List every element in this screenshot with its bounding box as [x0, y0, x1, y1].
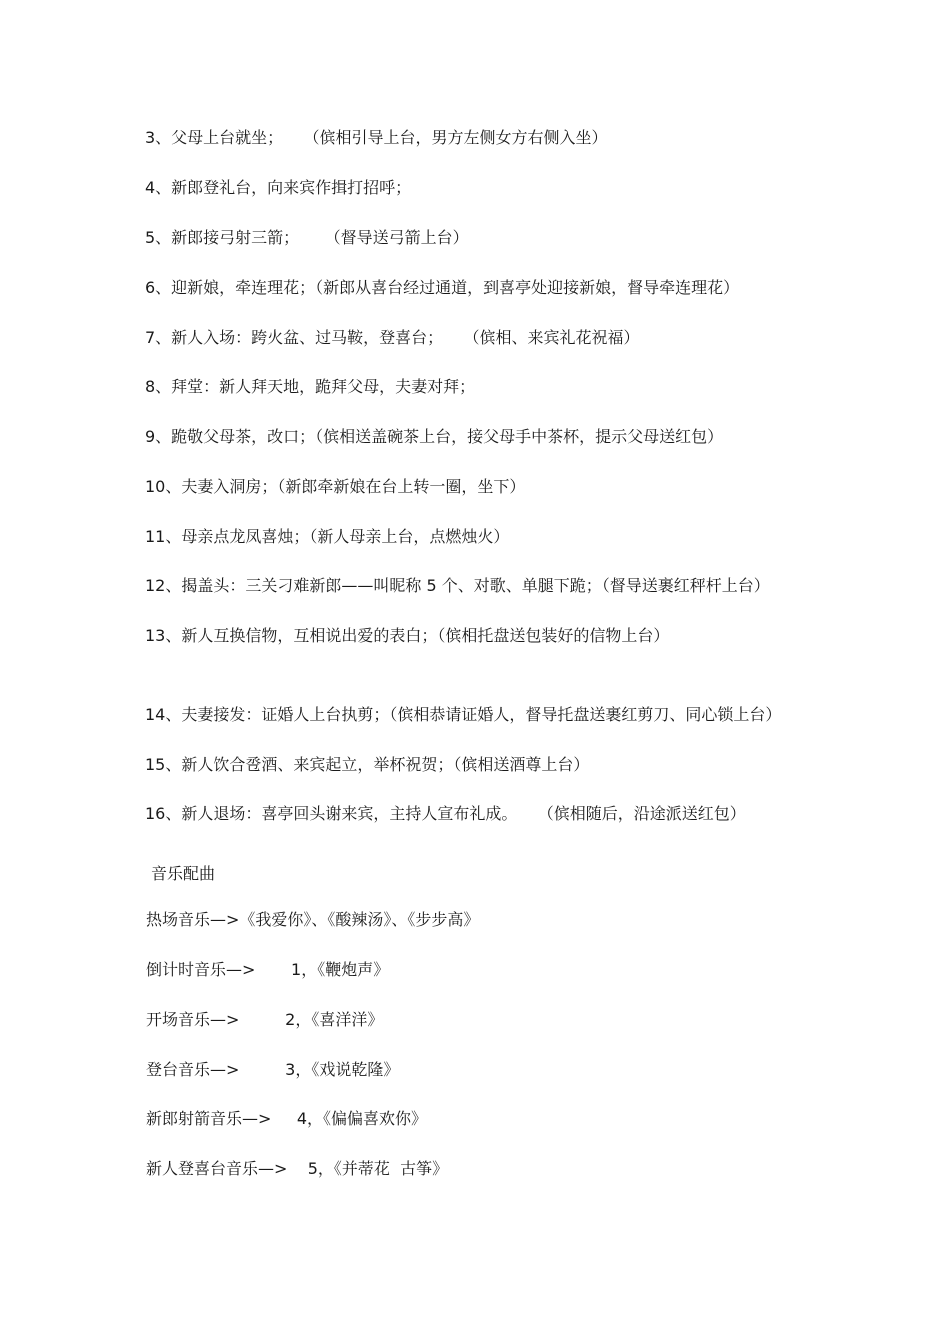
- step-4: 4、新郎登礼台，向来宾作揖打招呼；: [145, 178, 412, 197]
- step-8: 8、拜堂：新人拜天地，跪拜父母，夫妻对拜；: [145, 377, 476, 396]
- step-13: 13、新人互换信物，互相说出爱的表白；（傧相托盘送包装好的信物上台）: [145, 626, 670, 645]
- step-3: 3、父母上台就坐； （傧相引导上台，男方左侧女方右侧入坐）: [145, 128, 608, 147]
- step-10: 10、夫妻入洞房；（新郎牵新娘在台上转一圈，坐下）: [145, 477, 526, 496]
- music-item-opening: 开场音乐—> 2，《喜洋洋》: [146, 1010, 384, 1029]
- step-9: 9、跪敬父母茶，改口；（傧相送盖碗茶上台，接父母手中茶杯，提示父母送红包）: [145, 427, 724, 446]
- music-item-stage: 登台音乐—> 3，《戏说乾隆》: [146, 1060, 400, 1079]
- step-11: 11、母亲点龙凤喜烛；（新人母亲上台，点燃烛火）: [145, 527, 510, 546]
- music-item-countdown: 倒计时音乐—> 1，《鞭炮声》: [146, 960, 390, 979]
- music-heading: 音乐配曲: [151, 864, 216, 883]
- step-7: 7、新人入场：跨火盆、过马鞍，登喜台； （傧相、来宾礼花祝福）: [145, 328, 640, 347]
- music-item-warmup: 热场音乐—>《我爱你》、《酸辣汤》、《步步高》: [146, 910, 480, 929]
- step-14: 14、夫妻接发：证婚人上台执剪；（傧相恭请证婚人，督导托盘送裹红剪刀、同心锁上台）: [145, 705, 782, 724]
- step-12: 12、揭盖头：三关刁难新郎——叫昵称 5 个、对歌、单腿下跪；（督导送裹红秤杆上台）: [145, 576, 770, 595]
- step-16: 16、新人退场：喜亭回头谢来宾，主持人宣布礼成。 （傧相随后，沿途派送红包）: [145, 804, 746, 823]
- step-5: 5、新郎接弓射三箭； （督导送弓箭上台）: [145, 228, 469, 247]
- step-15: 15、新人饮合卺酒、来宾起立，举杯祝贺；（傧相送酒尊上台）: [145, 755, 590, 774]
- music-item-couple-stage: 新人登喜台音乐—> 5，《并蒂花 古筝》: [146, 1159, 449, 1178]
- music-item-archery: 新郎射箭音乐—> 4，《偏偏喜欢你》: [146, 1109, 428, 1128]
- step-6: 6、迎新娘，牵连理花；（新郎从喜台经过通道，到喜亭处迎接新娘，督导牵连理花）: [145, 278, 740, 297]
